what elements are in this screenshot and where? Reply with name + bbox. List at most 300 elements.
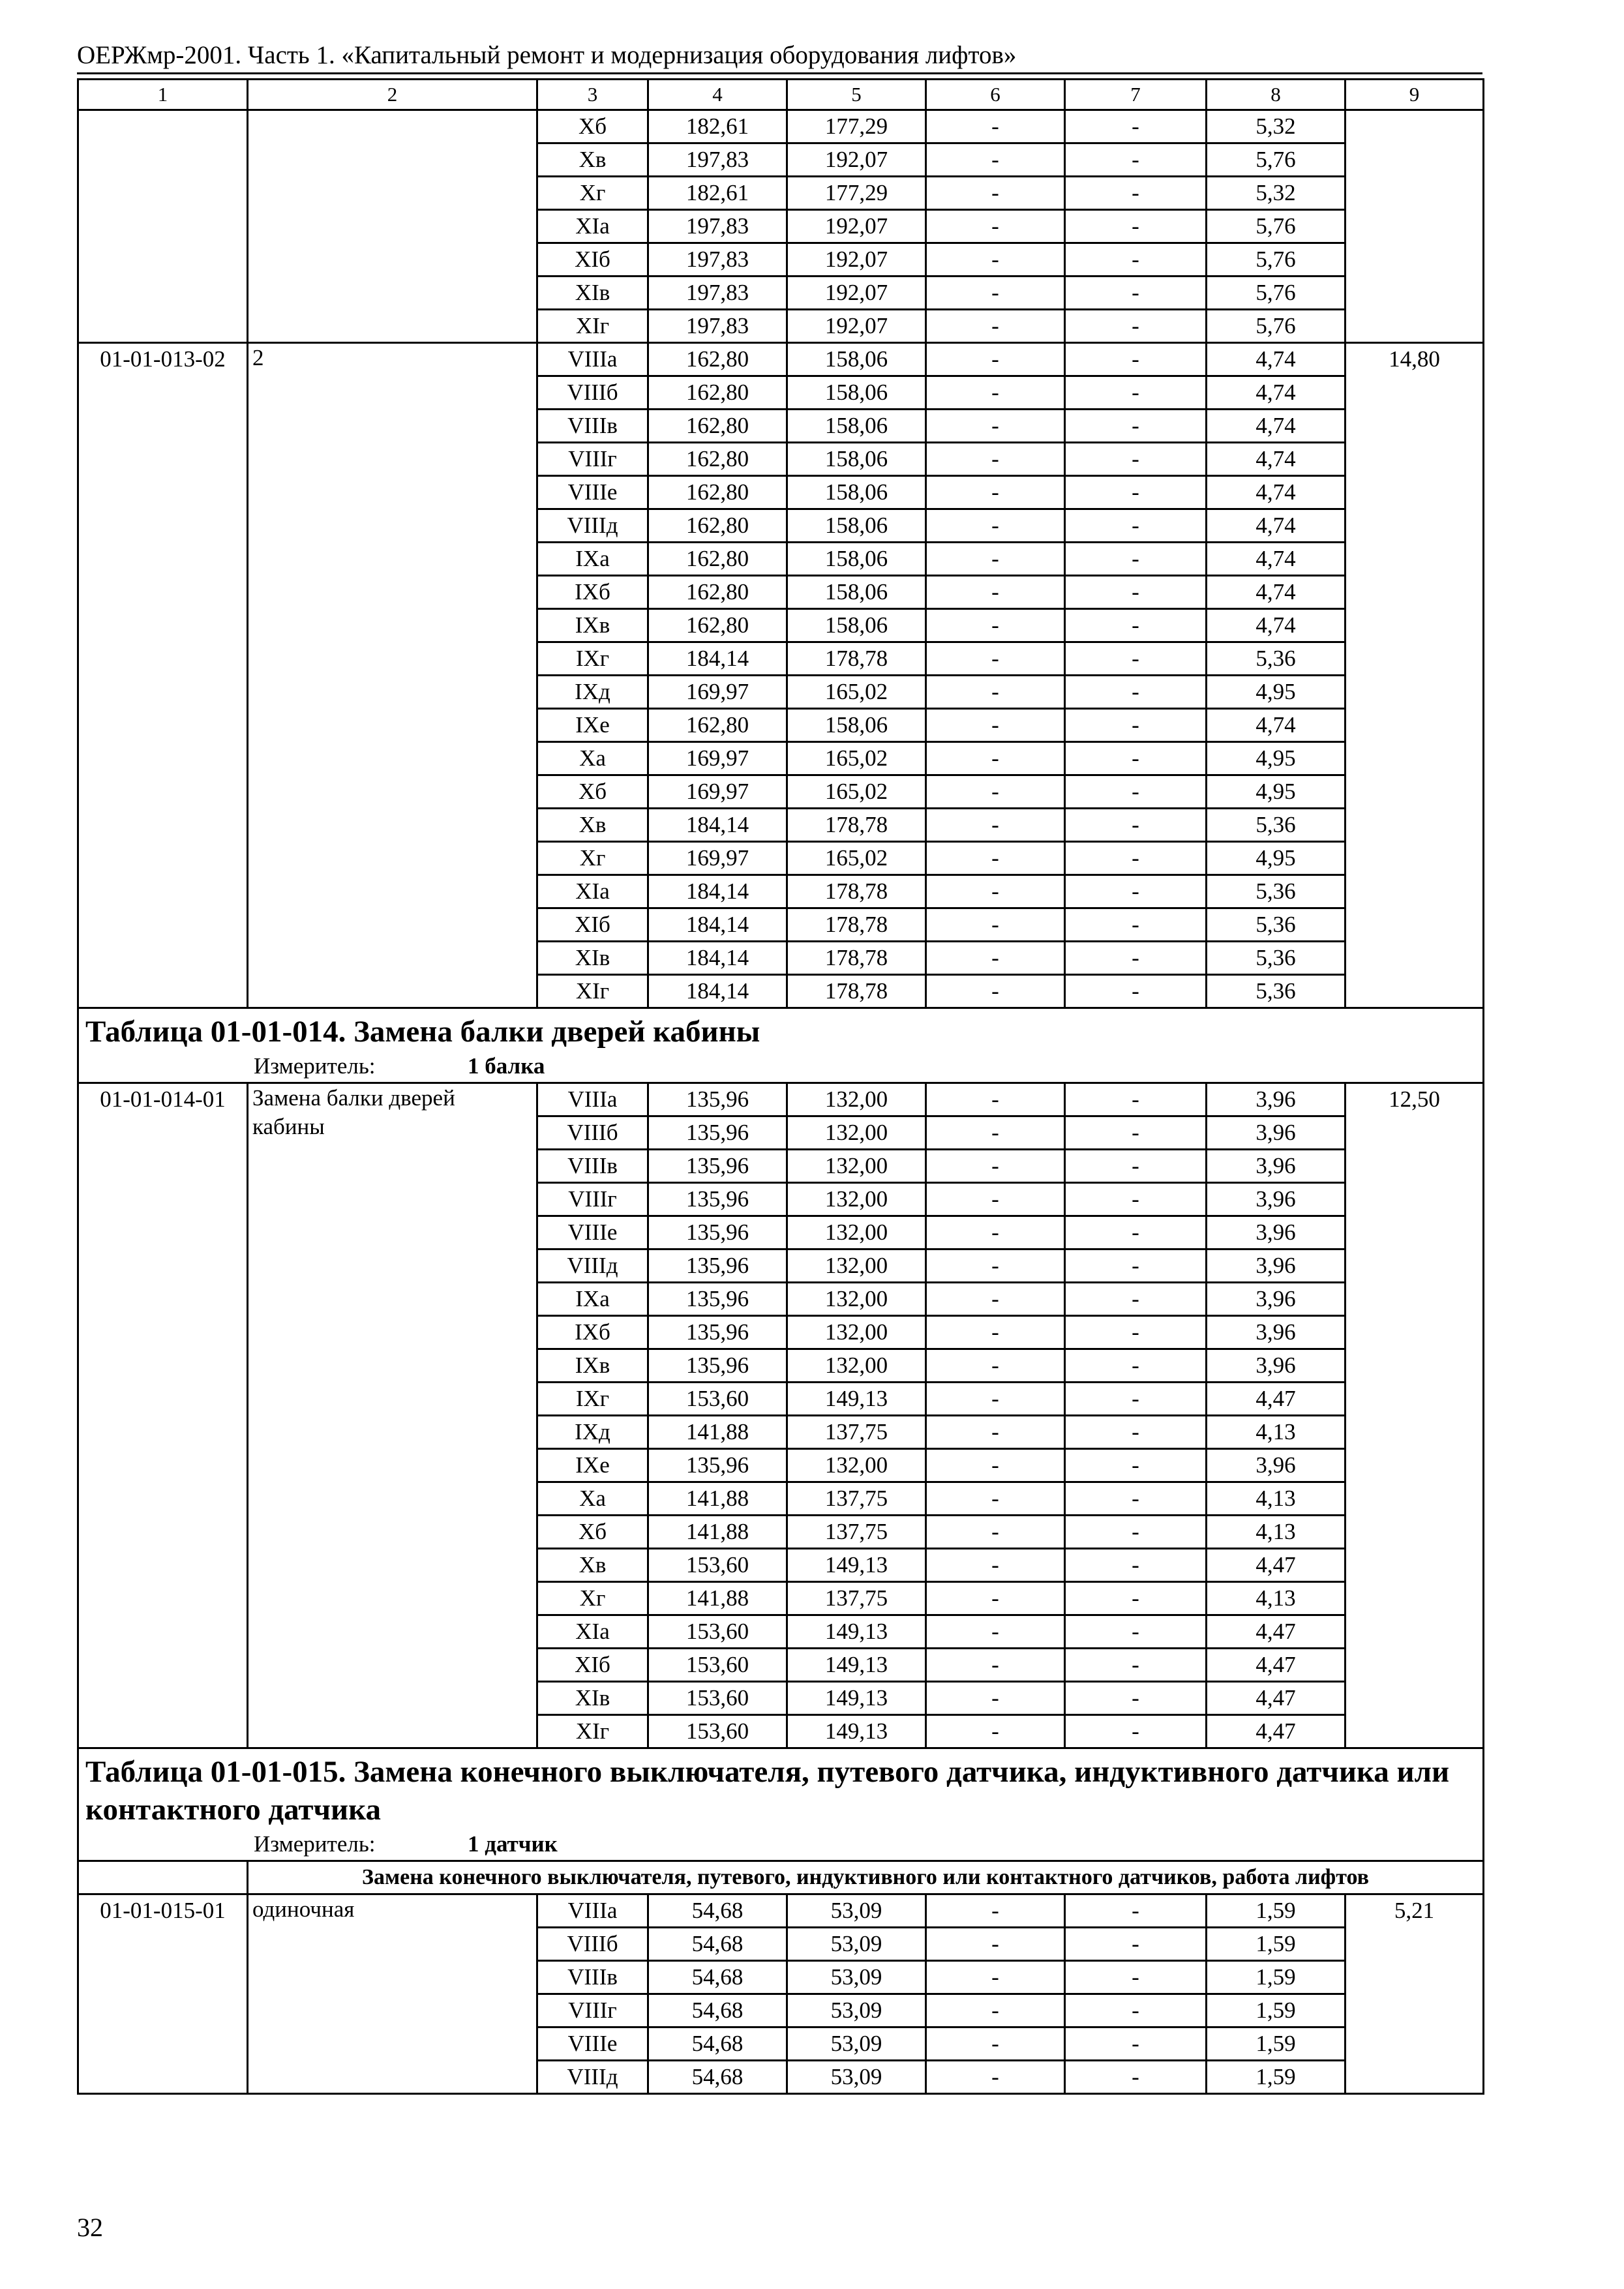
cell-col7: -	[1065, 1116, 1207, 1150]
cell-zone: Xв	[537, 1549, 648, 1582]
cell-col6: -	[926, 1482, 1065, 1516]
rates-table	[77, 78, 1484, 2095]
cell-col8: 3,96	[1207, 1083, 1346, 1116]
cell-col6: -	[926, 1150, 1065, 1183]
cell-zone: IXб	[537, 576, 648, 609]
cell-col5: 192,07	[787, 210, 926, 243]
cell-col4: 197,83	[648, 210, 787, 243]
cell-col5: 53,09	[787, 2061, 926, 2094]
cell-col4: 197,83	[648, 143, 787, 177]
cell-col5: 137,75	[787, 1516, 926, 1549]
cell-col4: 184,14	[648, 908, 787, 942]
cell-zone: Xа	[537, 1482, 648, 1516]
cell-col7: -	[1065, 376, 1207, 410]
cell-col7: -	[1065, 1249, 1207, 1283]
cell-col8: 5,36	[1207, 642, 1346, 676]
cell-col6: -	[926, 277, 1065, 310]
cell-col4: 135,96	[648, 1116, 787, 1150]
cell-col8: 4,74	[1207, 509, 1346, 543]
cell-col4: 182,61	[648, 177, 787, 210]
table-title-row	[78, 1008, 1484, 1051]
cell-col8: 4,95	[1207, 676, 1346, 709]
cell-zone: IXа	[537, 1283, 648, 1316]
cell-col5: 53,09	[787, 1894, 926, 1928]
cell-zone: VIIIг	[537, 1994, 648, 2027]
cell-col7: -	[1065, 809, 1207, 842]
cell-col4: 141,88	[648, 1516, 787, 1549]
cell-col4: 162,80	[648, 609, 787, 642]
cell-col4: 153,60	[648, 1649, 787, 1682]
cell-col7: -	[1065, 476, 1207, 509]
cell-zone: VIIIб	[537, 376, 648, 410]
cell-col4: 169,97	[648, 842, 787, 875]
cell-col7: -	[1065, 875, 1207, 908]
cell-col7: -	[1065, 1994, 1207, 2027]
cell-col6: -	[926, 1383, 1065, 1416]
cell-col8: 4,13	[1207, 1516, 1346, 1549]
cell-zone: XIг	[537, 975, 648, 1008]
cell-zone: VIIIа	[537, 1894, 648, 1928]
cell-col6: -	[926, 642, 1065, 676]
cell-col6: -	[926, 110, 1065, 143]
cell-col5: 137,75	[787, 1482, 926, 1516]
cell-name	[248, 110, 537, 343]
cell-col7: -	[1065, 1416, 1207, 1449]
cell-col4: 162,80	[648, 343, 787, 376]
column-number: 1	[78, 80, 248, 110]
cell-col4: 54,68	[648, 2027, 787, 2061]
cell-col7: -	[1065, 110, 1207, 143]
cell-col8: 4,13	[1207, 1416, 1346, 1449]
cell-col9: 12,50	[1346, 1083, 1484, 1748]
cell-zone: Xб	[537, 1516, 648, 1549]
cell-zone: XIб	[537, 243, 648, 277]
cell-zone: XIа	[537, 875, 648, 908]
cell-zone: VIIIг	[537, 443, 648, 476]
cell-col4: 184,14	[648, 809, 787, 842]
cell-col7: -	[1065, 1715, 1207, 1748]
cell-col5: 158,06	[787, 476, 926, 509]
measure-value: 1 датчик	[468, 1831, 558, 1857]
cell-col4: 162,80	[648, 476, 787, 509]
cell-col4: 184,14	[648, 975, 787, 1008]
cell-col7: -	[1065, 642, 1207, 676]
cell-code: 01-01-014-01	[78, 1083, 248, 1748]
subheading-row	[78, 1861, 1484, 1894]
cell-zone: Xг	[537, 177, 648, 210]
cell-col4: 162,80	[648, 376, 787, 410]
cell-col6: -	[926, 742, 1065, 775]
cell-zone: VIIIв	[537, 410, 648, 443]
cell-col8: 3,96	[1207, 1283, 1346, 1316]
cell-col6: -	[926, 376, 1065, 410]
header-rule	[77, 72, 1482, 74]
cell-col4: 182,61	[648, 110, 787, 143]
cell-code: 01-01-013-02	[78, 343, 248, 1008]
cell-col8: 4,95	[1207, 775, 1346, 809]
cell-col5: 158,06	[787, 609, 926, 642]
column-number: 4	[648, 80, 787, 110]
cell-col6: -	[926, 709, 1065, 742]
cell-col8: 5,36	[1207, 908, 1346, 942]
cell-col4: 184,14	[648, 942, 787, 975]
cell-zone: Xв	[537, 143, 648, 177]
cell-col8: 4,47	[1207, 1549, 1346, 1582]
cell-col7: -	[1065, 1549, 1207, 1582]
column-number: 8	[1207, 80, 1346, 110]
cell-col4: 141,88	[648, 1582, 787, 1615]
cell-col8: 5,36	[1207, 809, 1346, 842]
cell-col5: 165,02	[787, 742, 926, 775]
cell-col5: 177,29	[787, 110, 926, 143]
cell-col6: -	[926, 1283, 1065, 1316]
cell-col5: 165,02	[787, 842, 926, 875]
cell-col4: 153,60	[648, 1615, 787, 1649]
cell-col6: -	[926, 1894, 1065, 1928]
cell-col6: -	[926, 1549, 1065, 1582]
cell-col9: 5,21	[1346, 1894, 1484, 2094]
cell-col7: -	[1065, 1682, 1207, 1715]
cell-col6: -	[926, 443, 1065, 476]
cell-code	[78, 110, 248, 343]
cell-col8: 4,13	[1207, 1582, 1346, 1615]
cell-col5: 132,00	[787, 1316, 926, 1349]
column-number-row	[78, 80, 1484, 110]
cell-col5: 149,13	[787, 1649, 926, 1682]
cell-col5: 53,09	[787, 2027, 926, 2061]
cell-code: 01-01-015-01	[78, 1894, 248, 2094]
cell-col7: -	[1065, 277, 1207, 310]
cell-col6: -	[926, 1249, 1065, 1283]
cell-col7: -	[1065, 243, 1207, 277]
column-number: 3	[537, 80, 648, 110]
cell-col7: -	[1065, 410, 1207, 443]
cell-col6: -	[926, 476, 1065, 509]
cell-name: одиночная	[248, 1894, 537, 2094]
cell-col8: 5,76	[1207, 210, 1346, 243]
cell-col5: 178,78	[787, 809, 926, 842]
cell-col5: 132,00	[787, 1449, 926, 1482]
cell-col8: 3,96	[1207, 1183, 1346, 1216]
cell-col7: -	[1065, 1615, 1207, 1649]
subheading: Замена конечного выключателя, путевого, индуктивного или контактного датчиков, работа лифтов	[248, 1861, 1484, 1894]
cell-zone: XIв	[537, 277, 648, 310]
cell-col4: 135,96	[648, 1083, 787, 1116]
cell-col7: -	[1065, 1961, 1207, 1994]
cell-col5: 158,06	[787, 343, 926, 376]
cell-col7: -	[1065, 143, 1207, 177]
cell-col6: -	[926, 1615, 1065, 1649]
cell-col6: -	[926, 1183, 1065, 1216]
cell-col7: -	[1065, 609, 1207, 642]
cell-zone: XIв	[537, 942, 648, 975]
cell-col4: 169,97	[648, 742, 787, 775]
empty-cell	[78, 1861, 248, 1894]
cell-zone: XIа	[537, 1615, 648, 1649]
cell-col6: -	[926, 1516, 1065, 1549]
cell-col7: -	[1065, 1383, 1207, 1416]
cell-col7: -	[1065, 1516, 1207, 1549]
cell-col8: 3,96	[1207, 1216, 1346, 1249]
cell-col6: -	[926, 875, 1065, 908]
cell-col6: -	[926, 609, 1065, 642]
table-title: Таблица 01-01-014. Замена балки дверей кабины	[78, 1008, 1484, 1051]
cell-col4: 162,80	[648, 443, 787, 476]
cell-col4: 153,60	[648, 1549, 787, 1582]
cell-col6: -	[926, 1116, 1065, 1150]
measure-cell	[78, 1829, 1484, 1861]
measure-label: Измеритель:	[254, 1053, 376, 1079]
cell-col6: -	[926, 1582, 1065, 1615]
cell-col7: -	[1065, 908, 1207, 942]
cell-col5: 149,13	[787, 1715, 926, 1748]
cell-col7: -	[1065, 1928, 1207, 1961]
cell-col4: 197,83	[648, 310, 787, 343]
cell-col6: -	[926, 1349, 1065, 1383]
cell-col8: 1,59	[1207, 1894, 1346, 1928]
cell-col8: 5,76	[1207, 143, 1346, 177]
table-title: Таблица 01-01-015. Замена конечного выключателя, путевого датчика, индуктивного датчика или контактного датчика	[78, 1748, 1484, 1829]
cell-col5: 192,07	[787, 310, 926, 343]
cell-col5: 132,00	[787, 1183, 926, 1216]
cell-col7: -	[1065, 210, 1207, 243]
cell-col6: -	[926, 2027, 1065, 2061]
cell-col4: 54,68	[648, 2061, 787, 2094]
cell-zone: XIг	[537, 310, 648, 343]
cell-col8: 1,59	[1207, 2061, 1346, 2094]
cell-zone: IXе	[537, 709, 648, 742]
cell-zone: IXд	[537, 676, 648, 709]
cell-zone: VIIIе	[537, 2027, 648, 2061]
table-row	[78, 343, 1484, 376]
cell-col6: -	[926, 410, 1065, 443]
cell-col7: -	[1065, 343, 1207, 376]
cell-col7: -	[1065, 775, 1207, 809]
cell-col5: 149,13	[787, 1549, 926, 1582]
cell-col5: 158,06	[787, 509, 926, 543]
cell-col4: 162,80	[648, 509, 787, 543]
cell-col5: 177,29	[787, 177, 926, 210]
cell-col7: -	[1065, 2027, 1207, 2061]
cell-col8: 5,76	[1207, 310, 1346, 343]
cell-col7: -	[1065, 2061, 1207, 2094]
cell-col4: 135,96	[648, 1449, 787, 1482]
cell-zone: Xг	[537, 1582, 648, 1615]
cell-col7: -	[1065, 509, 1207, 543]
cell-col5: 149,13	[787, 1682, 926, 1715]
cell-zone: IXа	[537, 543, 648, 576]
cell-col7: -	[1065, 310, 1207, 343]
cell-col6: -	[926, 177, 1065, 210]
cell-col5: 132,00	[787, 1150, 926, 1183]
cell-col4: 162,80	[648, 543, 787, 576]
cell-col8: 5,32	[1207, 110, 1346, 143]
table-row	[78, 1083, 1484, 1116]
cell-col8: 4,95	[1207, 742, 1346, 775]
cell-col6: -	[926, 243, 1065, 277]
cell-col7: -	[1065, 742, 1207, 775]
cell-col6: -	[926, 509, 1065, 543]
cell-col8: 3,96	[1207, 1150, 1346, 1183]
cell-col5: 178,78	[787, 975, 926, 1008]
cell-col7: -	[1065, 1083, 1207, 1116]
cell-col5: 165,02	[787, 676, 926, 709]
cell-col8: 1,59	[1207, 2027, 1346, 2061]
cell-col7: -	[1065, 842, 1207, 875]
cell-col6: -	[926, 1449, 1065, 1482]
cell-col6: -	[926, 343, 1065, 376]
measure-cell	[78, 1051, 1484, 1083]
cell-col7: -	[1065, 942, 1207, 975]
cell-col8: 4,74	[1207, 576, 1346, 609]
cell-col4: 153,60	[648, 1383, 787, 1416]
cell-col5: 158,06	[787, 576, 926, 609]
cell-col5: 53,09	[787, 1994, 926, 2027]
cell-col4: 162,80	[648, 709, 787, 742]
cell-col6: -	[926, 809, 1065, 842]
cell-col6: -	[926, 1682, 1065, 1715]
cell-col7: -	[1065, 1482, 1207, 1516]
cell-col6: -	[926, 842, 1065, 875]
cell-col5: 132,00	[787, 1116, 926, 1150]
cell-col7: -	[1065, 1283, 1207, 1316]
cell-col4: 135,96	[648, 1316, 787, 1349]
cell-col4: 135,96	[648, 1183, 787, 1216]
cell-col7: -	[1065, 1894, 1207, 1928]
cell-zone: XIг	[537, 1715, 648, 1748]
cell-col8: 4,74	[1207, 476, 1346, 509]
cell-col8: 4,13	[1207, 1482, 1346, 1516]
cell-col4: 54,68	[648, 1994, 787, 2027]
cell-col8: 5,32	[1207, 177, 1346, 210]
cell-col7: -	[1065, 1216, 1207, 1249]
cell-zone: XIб	[537, 908, 648, 942]
cell-col8: 5,76	[1207, 277, 1346, 310]
measure-row	[78, 1829, 1484, 1861]
cell-col8: 4,47	[1207, 1615, 1346, 1649]
cell-col4: 162,80	[648, 576, 787, 609]
cell-col6: -	[926, 1715, 1065, 1748]
cell-zone: VIIIд	[537, 1249, 648, 1283]
cell-col8: 3,96	[1207, 1449, 1346, 1482]
cell-col4: 153,60	[648, 1715, 787, 1748]
cell-zone: VIIIе	[537, 1216, 648, 1249]
cell-name: Замена балки дверей кабины	[248, 1083, 537, 1748]
cell-col8: 3,96	[1207, 1349, 1346, 1383]
cell-col7: -	[1065, 1150, 1207, 1183]
cell-col5: 149,13	[787, 1615, 926, 1649]
cell-col5: 178,78	[787, 942, 926, 975]
cell-col4: 135,96	[648, 1349, 787, 1383]
cell-col6: -	[926, 143, 1065, 177]
cell-col6: -	[926, 310, 1065, 343]
cell-col5: 53,09	[787, 1928, 926, 1961]
cell-col8: 3,96	[1207, 1249, 1346, 1283]
cell-col5: 158,06	[787, 543, 926, 576]
cell-col5: 137,75	[787, 1416, 926, 1449]
cell-col7: -	[1065, 1316, 1207, 1349]
cell-col8: 4,47	[1207, 1649, 1346, 1682]
cell-col5: 132,00	[787, 1349, 926, 1383]
cell-col8: 4,74	[1207, 609, 1346, 642]
cell-col8: 3,96	[1207, 1316, 1346, 1349]
cell-zone: IXв	[537, 609, 648, 642]
cell-name: 2	[248, 343, 537, 1008]
cell-zone: Xа	[537, 742, 648, 775]
cell-col5: 158,06	[787, 410, 926, 443]
cell-col6: -	[926, 1961, 1065, 1994]
cell-zone: VIIIг	[537, 1183, 648, 1216]
cell-col5: 132,00	[787, 1216, 926, 1249]
cell-col5: 192,07	[787, 243, 926, 277]
cell-col5: 132,00	[787, 1249, 926, 1283]
cell-col8: 1,59	[1207, 1994, 1346, 2027]
cell-col8: 4,47	[1207, 1383, 1346, 1416]
column-number: 5	[787, 80, 926, 110]
cell-col7: -	[1065, 1349, 1207, 1383]
cell-col4: 135,96	[648, 1249, 787, 1283]
cell-zone: IXг	[537, 642, 648, 676]
cell-col5: 165,02	[787, 775, 926, 809]
cell-col5: 132,00	[787, 1083, 926, 1116]
cell-col8: 4,47	[1207, 1682, 1346, 1715]
cell-col4: 135,96	[648, 1150, 787, 1183]
cell-col8: 4,74	[1207, 376, 1346, 410]
cell-col4: 169,97	[648, 775, 787, 809]
cell-zone: XIб	[537, 1649, 648, 1682]
cell-col6: -	[926, 210, 1065, 243]
cell-col4: 54,68	[648, 1894, 787, 1928]
cell-col4: 169,97	[648, 676, 787, 709]
table-title-row	[78, 1748, 1484, 1829]
measure-value: 1 балка	[468, 1053, 545, 1079]
cell-col4: 197,83	[648, 277, 787, 310]
cell-col5: 192,07	[787, 143, 926, 177]
cell-col4: 135,96	[648, 1216, 787, 1249]
cell-col4: 135,96	[648, 1283, 787, 1316]
cell-zone: IXг	[537, 1383, 648, 1416]
table-row	[78, 1894, 1484, 1928]
cell-col8: 4,74	[1207, 543, 1346, 576]
cell-col7: -	[1065, 676, 1207, 709]
cell-col4: 184,14	[648, 642, 787, 676]
cell-zone: VIIIа	[537, 343, 648, 376]
cell-zone: IXв	[537, 1349, 648, 1383]
cell-zone: XIв	[537, 1682, 648, 1715]
cell-col7: -	[1065, 543, 1207, 576]
cell-col8: 4,74	[1207, 443, 1346, 476]
cell-col5: 178,78	[787, 908, 926, 942]
cell-col7: -	[1065, 709, 1207, 742]
cell-col4: 54,68	[648, 1961, 787, 1994]
table-body	[78, 80, 1484, 2094]
cell-col4: 184,14	[648, 875, 787, 908]
cell-col8: 4,74	[1207, 410, 1346, 443]
cell-col6: -	[926, 1416, 1065, 1449]
cell-zone: XIа	[537, 210, 648, 243]
cell-col8: 5,76	[1207, 243, 1346, 277]
cell-col6: -	[926, 543, 1065, 576]
cell-col8: 5,36	[1207, 975, 1346, 1008]
cell-col5: 158,06	[787, 709, 926, 742]
cell-col6: -	[926, 975, 1065, 1008]
cell-col5: 137,75	[787, 1582, 926, 1615]
cell-col4: 197,83	[648, 243, 787, 277]
cell-col8: 4,74	[1207, 709, 1346, 742]
cell-col7: -	[1065, 975, 1207, 1008]
measure-row	[78, 1051, 1484, 1083]
cell-zone: VIIIа	[537, 1083, 648, 1116]
